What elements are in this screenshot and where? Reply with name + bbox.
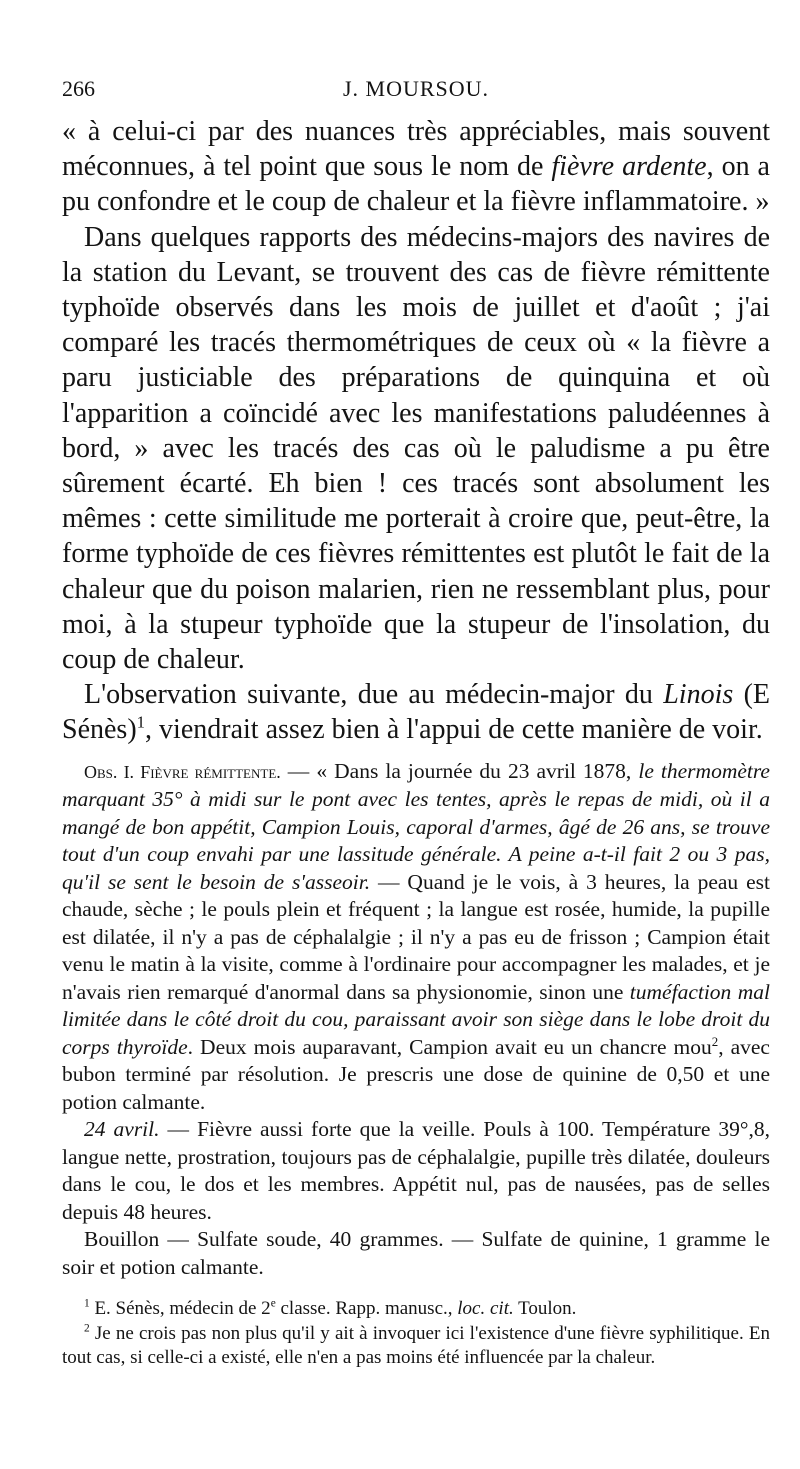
footnote-2: $^2$ Je ne crois pas non plus qu'il y ait à invoquer ici l'existence d'une fièvre syphilitique. En tout cas, si celle-ci a existé, elle n'en a pas moins été influencée par la chaleur. [62, 1322, 770, 1369]
observation-emphasis-1: le thermomètre marquant 35° à midi sur le pont avec les tentes, après le repas de midi, où il a mangé de bon appétit, Campion Louis, caporal d'armes, âgé de 26 ans, se trouve tout d'un coup envahi par une lassitude générale. A peine a-t-il fait 2 ou 3 pas, qu'il se sent le besoin de s'asseoir. [62, 758, 770, 894]
page-number: 266 [62, 76, 95, 101]
observation-label: Obs. I. Fièvre rémittente. [84, 761, 281, 782]
paragraph-observation-intro: L'observation suivante, due au médecin-major du Linois (E Sénès)$^1$, viendrait assez bien à l'appui de cette manière de voir. [62, 679, 770, 746]
day-2-label: 24 avril. [84, 1117, 160, 1142]
observation-emphasis-2: tuméfaction mal limitée dans le côté droit du cou, paraissant avoir son siège dans le lobe droit du corps thyroïde [62, 979, 770, 1059]
paragraph-quote-continuation: « à celui-ci par des nuances très appréciables, mais souvent méconnues, à tel point que sous le nom de fièvre ardente, on a pu confondre et le coup de chaleur et la fièvre inflammatoire. » [62, 116, 770, 218]
emphasis-fievre-ardente: fièvre ardente [551, 151, 707, 183]
footnote-1: $^1$ E. Sénès, médecin de 2e classe. Rapp. manusc., loc. cit. Toulon. [84, 1297, 577, 1320]
page-header [62, 76, 770, 106]
observation-day-2: 24 avril. — Fièvre aussi forte que la veille. Pouls à 100. Température 39°,8, langue nette, prostration, toujours pas de céphalalgie, pupille très dilatée, douleurs dans le cou, le dos et les membres. Appétit nul, pas de nausées, pas de selles depuis 48 heures. [62, 1117, 770, 1224]
observation-treatment: Bouillon — Sulfate soude, 40 grammes. — Sulfate de quinine, 1 gramme le soir et potion calmante. [62, 1227, 770, 1279]
observation-paragraph: Obs. I. Fièvre rémittente. — « Dans la journée du 23 avril 1878, le thermomètre marquant 35° à midi sur le pont avec les tentes, après le repas de midi, où il a mangé de bon appétit, Campion Louis, caporal d'armes, âgé de 26 ans, se trouve tout d'un coup envahi par une lassitude générale. A peine a-t-il fait 2 ou 3 pas, qu'il se sent le besoin de s'asseoir. — Quand je le vois, à 3 heures, la peau est chaude, sèche ; le pouls plein et fréquent ; la langue est rosée, humide, la pupille est dilatée, il n'y a pas de céphalalgie ; il n'y a pas eu de frisson ; Campion était venu le matin à la visite, comme à l'ordinaire pour accompagner les malades, et je n'avais rien remarqué d'anormal dans sa physionomie, sinon une tuméfaction mal limitée dans le côté droit du cou, paraissant avoir son siège dans le lobe droit du corps thyroïde. Deux mois auparavant, Campion avait eu un chancre mou$^2$, avec bubon terminé par résolution. Je prescris une dose de quinine de 0,50 et une potion calmante. [62, 758, 770, 1114]
footnote-ref-1: 1 [136, 713, 146, 733]
footnote-ref-2: 2 [711, 1034, 719, 1049]
page-body [62, 114, 770, 1371]
ship-name: Linois [663, 679, 734, 711]
running-head: J. MOURSOU. [342, 76, 490, 101]
paragraph-levant-reports: Dans quelques rapports des médecins-majors des navires de la station du Levant, se trouvent des cas de fièvre rémittente typhoïde observés dans les mois de juillet et d'août ; j'ai comparé les tracés thermométriques de ceux où « la fièvre a paru justiciable des préparations de quinquina et où l'apparition a coïncidé avec les manifestations paludéennes à bord, » avec les tracés des cas où le paludisme a pu être sûrement écarté. Eh bien ! ces tracés sont absolument les mêmes : cette similitude me porterait à croire que, peut-être, la forme typhoïde de ces fièvres rémittentes est plutôt le fait de la chaleur que du poison malarien, rien ne ressemblant plus, pour moi, à la stupeur typhoïde que la stupeur de l'insolation, du coup de chaleur. [62, 221, 770, 676]
